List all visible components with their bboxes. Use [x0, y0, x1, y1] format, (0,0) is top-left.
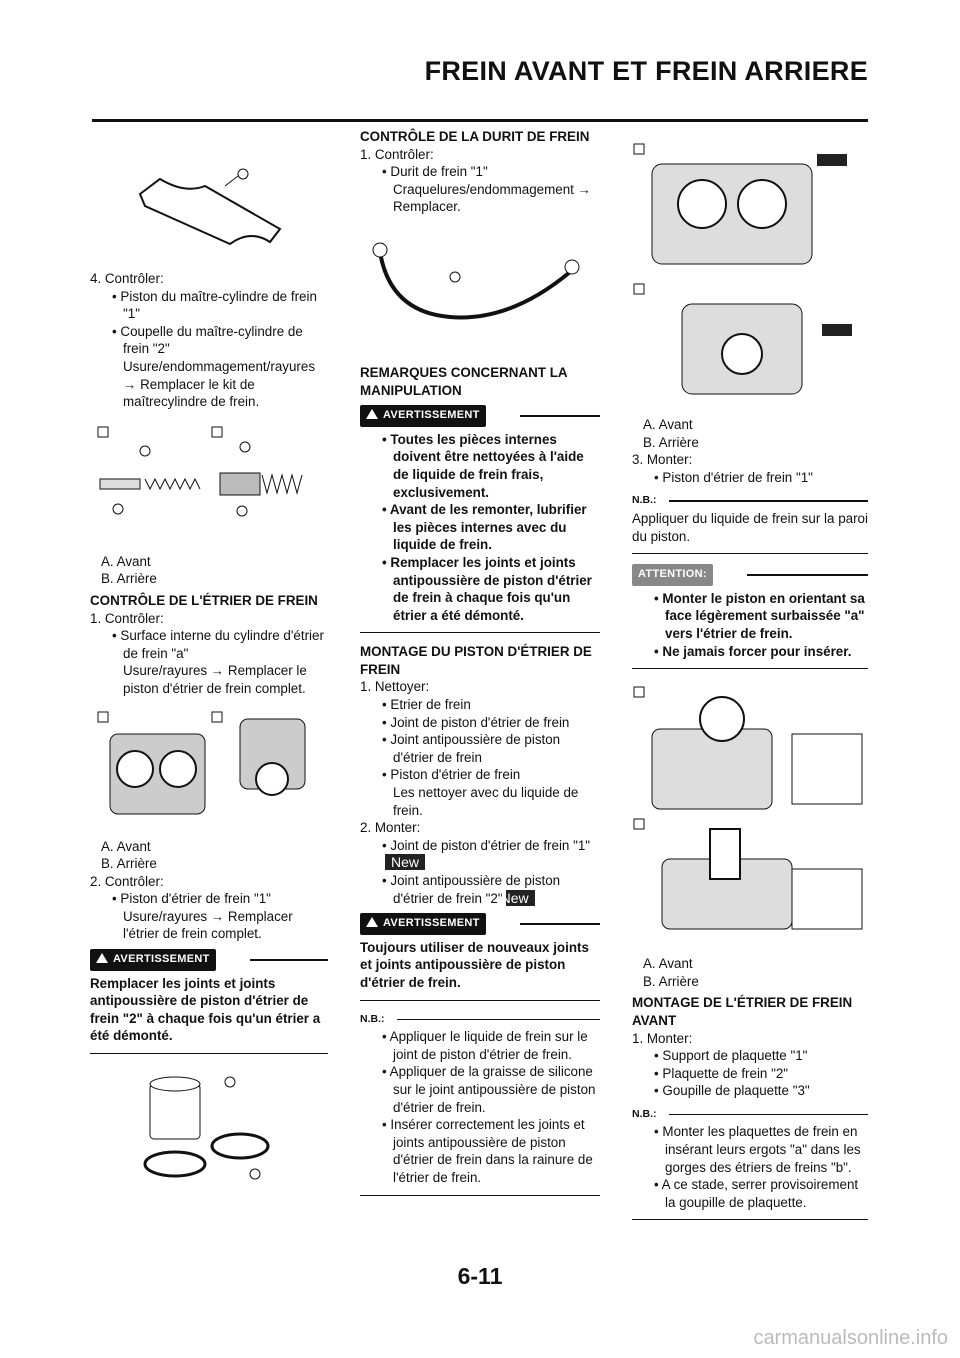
nb-item: • Insérer correctement les joints et joints antipoussière de piston d'étrier de frein dans la rainure de l'étrier de frein.	[382, 1117, 593, 1185]
nb-label: N.B.:	[632, 1107, 657, 1120]
nb-item: • Monter les plaquettes de frein en insérant leurs ergots "a" dans les gorges des étriers de freins "b".	[654, 1124, 861, 1175]
column-2	[360, 128, 600, 1206]
caption-b: B. Arrière	[643, 973, 699, 989]
step-1: 1. Monter:	[632, 1030, 693, 1046]
caption-a: A. Avant	[643, 956, 693, 972]
piston-insert-figure	[632, 679, 868, 949]
replace-text: → Remplacer le kit de maîtrecylindre de frein.	[123, 376, 260, 410]
attention-box	[632, 564, 868, 669]
caption-a: A. Avant	[643, 417, 693, 432]
nb-text: Appliquer du liquide de frein sur la paroi du piston.	[632, 510, 868, 544]
bullet: • Joint antipoussière de piston d'étrier de frein	[382, 732, 561, 765]
attention-item: • Ne jamais forcer pour insérer.	[654, 643, 852, 659]
section-handling: REMARQUES CONCERNANT LA MANIPULATION	[360, 364, 568, 398]
attention-item: • Monter le piston en orientant sa face légèrement surbaissée "a" vers l'étrier de frein.	[654, 590, 865, 641]
nb-label: N.B.:	[632, 494, 657, 507]
warning-item: • Toutes les pièces internes doivent être nettoyées à l'aide de liquide de frein frais, exclusivement.	[382, 431, 584, 500]
nb-box	[632, 510, 868, 554]
clean-text: Les nettoyer avec du liquide de frein.	[393, 785, 579, 818]
column-1	[90, 128, 328, 1200]
step-3: 3. Monter:	[632, 452, 693, 468]
section-caliper-check: CONTRÔLE DE L'ÉTRIER DE FREIN	[90, 592, 318, 608]
header-rule	[92, 119, 868, 122]
nb-box	[360, 1028, 600, 1195]
section-caliper-install: MONTAGE DE L'ÉTRIER DE FREIN AVANT	[632, 995, 853, 1028]
bullet-cup: • Coupelle du maître-cylindre de frein "2"	[112, 323, 303, 357]
crack-text: Craquelures/endommagement →	[393, 181, 591, 197]
caliper-figure	[90, 704, 328, 832]
brake-hose-figure	[360, 222, 600, 358]
nb-item: • Appliquer de la graisse de silicone sur le joint antipoussière de piston d'étrier de frein.	[382, 1064, 596, 1115]
caption-a: A. Avant	[101, 553, 151, 569]
warning-badge: AVERTISSEMENT	[360, 913, 486, 935]
step-2: 2. Monter:	[360, 820, 421, 836]
nb-label: N.B.:	[360, 1012, 385, 1025]
bullet: • Joint de piston d'étrier de frein "1"	[382, 837, 591, 853]
nb-box	[632, 1123, 868, 1220]
warning-box	[360, 405, 600, 633]
bullet: • Etrier de frein	[382, 697, 471, 713]
caption-b: B. Arrière	[643, 434, 699, 450]
piston-springs-figure	[90, 417, 328, 547]
wear-text: Usure/endommagement/rayures	[123, 358, 316, 374]
step-4: 4. Contrôler:	[90, 271, 164, 286]
section-hose-check: CONTRÔLE DE LA DURIT DE FREIN	[360, 129, 590, 144]
nb-item: • Appliquer le liquide de frein sur le joint de piston d'étrier de frein.	[382, 1029, 588, 1062]
step-2: 2. Contrôler:	[90, 873, 164, 889]
step-1: 1. Nettoyer:	[360, 679, 430, 695]
caption-b: B. Arrière	[101, 856, 157, 872]
wear-replace-text: Usure/rayures → Remplacer le piston d'étrier de frein complet.	[123, 663, 307, 696]
bullet-piston: • Piston du maître-cylindre de frein "1"	[112, 288, 317, 322]
caption-b: B. Arrière	[101, 571, 157, 587]
bullet-hose: • Durit de frein "1"	[382, 164, 488, 180]
warning-badge: AVERTISSEMENT	[360, 405, 486, 427]
watermark: carmanualsonline.info	[753, 1327, 948, 1349]
step-1: 1. Contrôler:	[90, 610, 164, 626]
new-badge: New	[506, 890, 535, 906]
bullet: • Joint de piston d'étrier de frein	[382, 714, 570, 730]
page-title: FREIN AVANT ET FREIN ARRIERE	[424, 56, 868, 86]
caliper-pistons-figure	[632, 134, 868, 410]
caption-a: A. Avant	[101, 838, 151, 854]
bullet: • Joint antipoussière de piston d'étrier de frein "2"	[382, 873, 561, 906]
warning-box	[360, 913, 600, 1000]
warning-badge: AVERTISSEMENT	[90, 949, 216, 971]
column-3	[632, 128, 868, 1230]
section-piston-install: MONTAGE DU PISTON D'ÉTRIER DE FREIN	[360, 644, 592, 677]
bullet-caliper-piston: • Piston d'étrier de frein "1"	[112, 891, 271, 907]
bullet: • Support de plaquette "1"	[654, 1048, 808, 1064]
replace-text: Remplacer.	[393, 199, 461, 215]
attention-badge: ATTENTION:	[632, 564, 713, 586]
master-cylinder-tool-figure	[90, 134, 328, 264]
bullet-cylinder-surface: • Surface interne du cylindre d'étrier de frein "a"	[112, 628, 324, 661]
warning-text: Remplacer les joints et joints antipoussière de piston d'étrier de frein "2" à chaque fois qu'un étrier a été démonté.	[90, 975, 321, 1044]
warning-box	[90, 949, 328, 1054]
seals-figure	[90, 1064, 328, 1194]
page-number: 6-11	[457, 1263, 503, 1289]
step-1: 1. Contrôler:	[360, 146, 434, 162]
new-badge: New	[385, 854, 425, 870]
warning-text: Toujours utiliser de nouveaux joints et joints antipoussière de piston d'étrier de frein.	[360, 939, 589, 990]
warning-item: • Remplacer les joints et joints antipoussière de piston d'étrier de frein à chaque fois qu'un étrier a été démonté.	[382, 554, 592, 623]
bullet: • Goupille de plaquette "3"	[654, 1083, 810, 1099]
bullet: • Plaquette de frein "2"	[654, 1065, 789, 1081]
wear-replace-text: Usure/rayures → Remplacer l'étrier de frein complet.	[123, 908, 293, 942]
bullet: • Piston d'étrier de frein "1"	[654, 469, 813, 485]
bullet: • Piston d'étrier de frein	[382, 767, 521, 783]
warning-item: • Avant de les remonter, lubrifier les pièces internes avec du liquide de frein.	[382, 502, 587, 553]
nb-item: • A ce stade, serrer provisoirement la goupille de plaquette.	[654, 1177, 859, 1210]
